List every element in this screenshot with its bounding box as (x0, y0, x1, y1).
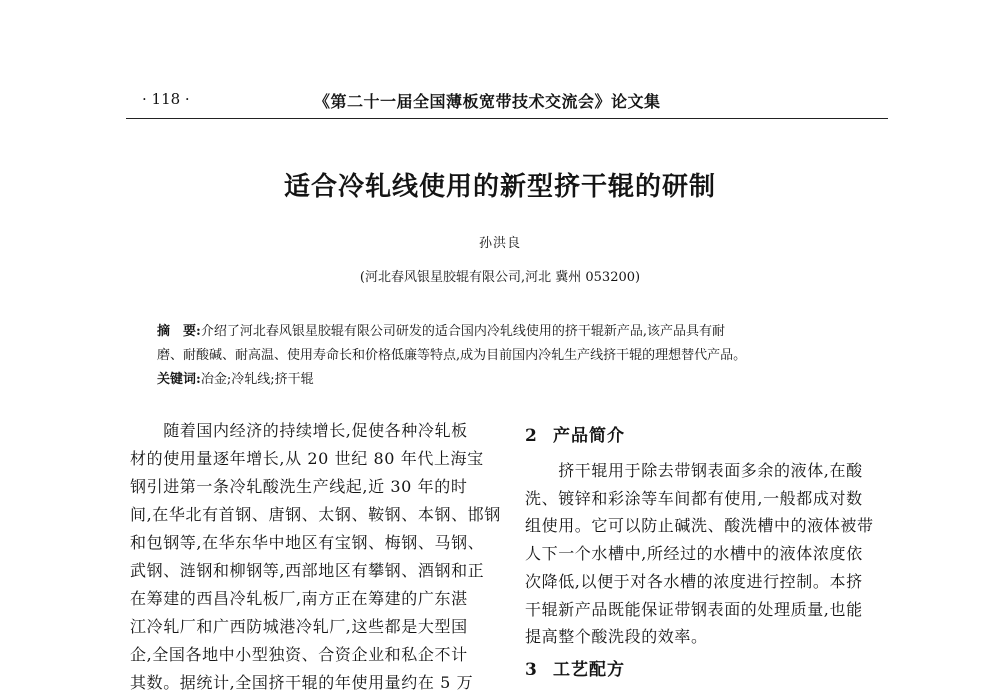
section-2-title: 产品简介 (553, 426, 625, 446)
keywords-text: 冶金;冷轧线;挤干辊 (200, 372, 314, 387)
section-3-title: 工艺配方 (553, 660, 625, 680)
body-line: 江冷轧厂和广西防城港冷轧厂,这些都是大型国 (130, 617, 468, 636)
body-line: 挤干辊用于除去带钢表面多余的液体,在酸 (525, 461, 863, 480)
keywords-line (157, 368, 314, 387)
section-3-heading (525, 655, 625, 680)
body-line: 材的使用量逐年增长,从 20 世纪 80 年代上海宝 (130, 449, 484, 468)
affiliation: (河北春风银星胶辊有限公司,河北 冀州 053200) (359, 270, 641, 285)
section-2-number: 2 (525, 426, 538, 446)
abstract-text-1: 介绍了河北春风银星胶辊有限公司研发的适合国内冷轧线使用的挤干辊新产品,该产品具有耐 (200, 324, 725, 339)
body-line: 洗、镀锌和彩涂等车间都有使用,一般都成对数 (525, 489, 863, 508)
body-line: 间,在华北有首钢、唐钢、太钢、鞍钢、本钢、邯钢 (130, 505, 501, 524)
body-line: 干辊新产品既能保证带钢表面的处理质量,也能 (525, 600, 863, 619)
header-rule (126, 118, 888, 119)
body-line: 在筹建的西昌冷轧板厂,南方正在筹建的广东湛 (130, 589, 468, 608)
body-line: 随着国内经济的持续增长,促使各种冷轧板 (130, 421, 468, 440)
abstract-line-2: 磨、耐酸碱、耐高温、使用寿命长和价格低廉等特点,成为目前国内冷轧生产线挤干辊的理想替代产品。 (157, 348, 747, 363)
body-line: 钢引进第一条冷轧酸洗生产线起,近 30 年的时 (130, 477, 468, 496)
page-number: · 118 · (142, 90, 190, 108)
body-line: 武钢、涟钢和柳钢等,西部地区有攀钢、酒钢和正 (130, 561, 485, 580)
section-3-number: 3 (525, 660, 538, 680)
body-line: 企,全国各地中小型独资、合资企业和私企不计 (130, 645, 468, 664)
running-header: 《第二十一届全国薄板宽带技术交流会》论文集 (314, 92, 661, 111)
abstract-label: 摘 要: (157, 324, 201, 339)
body-line: 组使用。它可以防止碱洗、酸洗槽中的液体被带 (525, 516, 874, 535)
body-line: 次降低,以便于对各水槽的浓度进行控制。本挤 (525, 572, 863, 591)
paper-title: 适合冷轧线使用的新型挤干辊的研制 (283, 172, 716, 202)
section-2-heading (525, 421, 625, 446)
body-line: 人下一个水槽中,所经过的水槽中的液体浓度依 (525, 544, 863, 563)
abstract-line-1 (157, 320, 725, 339)
author: 孙洪良 (478, 236, 521, 251)
body-line: 其数。据统计,全国挤干辊的年使用量约在 5 万 (130, 673, 474, 692)
body-line: 提高整个酸洗段的效率。 (525, 627, 708, 646)
body-line: 和包钢等,在华东华中地区有宝钢、梅钢、马钢、 (130, 533, 485, 552)
keywords-label: 关键词: (157, 372, 201, 387)
